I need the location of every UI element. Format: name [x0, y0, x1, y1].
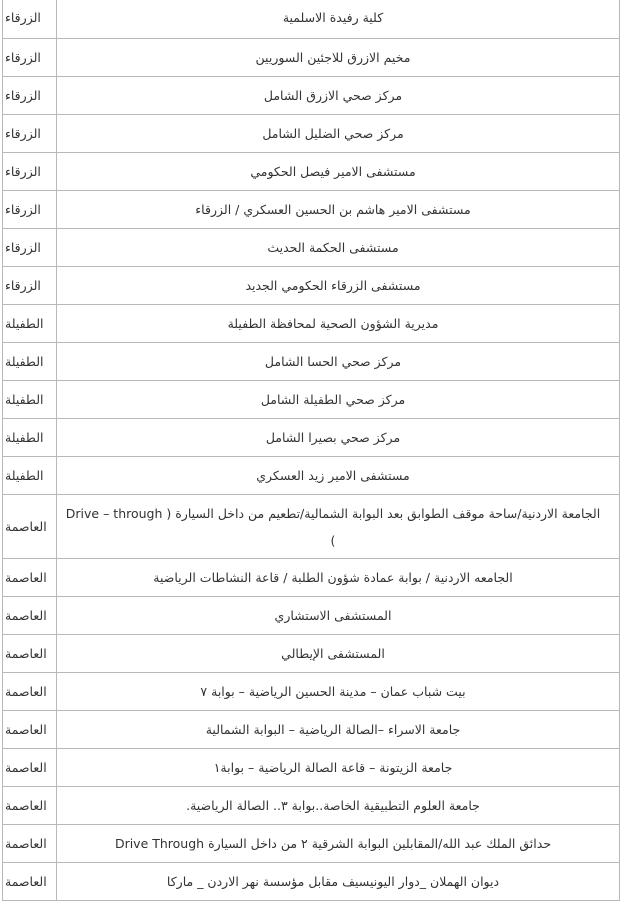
- site-name-cell: بيت شباب عمان – مدينة الحسين الرياضية – بوابة ٧: [57, 673, 620, 711]
- governorate-cell: الطفيلة: [3, 457, 57, 495]
- governorate-cell: الزرقاء: [3, 191, 57, 229]
- governorate-cell: الطفيلة: [3, 343, 57, 381]
- table-row: [3, 863, 620, 901]
- table-row: [3, 673, 620, 711]
- governorate-cell: الزرقاء: [3, 77, 57, 115]
- governorate-cell: الزرقاء: [3, 115, 57, 153]
- governorate-cell: الزرقاء: [3, 0, 57, 39]
- governorate-cell: الزرقاء: [3, 229, 57, 267]
- table-row: [3, 305, 620, 343]
- table-row: [3, 77, 620, 115]
- site-name-cell: المستشفى الإيطالي: [57, 635, 620, 673]
- site-name-cell: حدائق الملك عبد الله/المقابلين البوابة الشرقية ٢ من داخل السيارة Drive Through: [57, 825, 620, 863]
- site-name-cell: مستشفى الزرقاء الحكومي الجديد: [57, 267, 620, 305]
- table-row: [3, 495, 620, 559]
- governorate-cell: العاصمة: [3, 635, 57, 673]
- site-name-cell: مركز صحي الضليل الشامل: [57, 115, 620, 153]
- governorate-cell: العاصمة: [3, 495, 57, 559]
- governorate-cell: الطفيلة: [3, 381, 57, 419]
- table-row: [3, 381, 620, 419]
- table-row: [3, 343, 620, 381]
- governorate-cell: العاصمة: [3, 673, 57, 711]
- site-name-cell: مركز صحي بصيرا الشامل: [57, 419, 620, 457]
- table-row: [3, 787, 620, 825]
- governorate-cell: الطفيلة: [3, 419, 57, 457]
- table-row: [3, 153, 620, 191]
- site-name-cell: المستشفى الاستشاري: [57, 597, 620, 635]
- table-row: [3, 115, 620, 153]
- table-row: [3, 711, 620, 749]
- site-name-cell: مركز صحي الطفيلة الشامل: [57, 381, 620, 419]
- table-row: [3, 229, 620, 267]
- site-name-cell: مستشفى الامير فيصل الحكومي: [57, 153, 620, 191]
- governorate-cell: العاصمة: [3, 711, 57, 749]
- governorate-cell: الزرقاء: [3, 39, 57, 77]
- governorate-cell: العاصمة: [3, 597, 57, 635]
- table-body: [3, 0, 620, 901]
- governorate-cell: العاصمة: [3, 863, 57, 901]
- table-row: [3, 191, 620, 229]
- table-row: [3, 825, 620, 863]
- site-name-cell: مستشفى الامير زيد العسكري: [57, 457, 620, 495]
- governorate-cell: الطفيلة: [3, 305, 57, 343]
- governorate-cell: الزرقاء: [3, 267, 57, 305]
- site-name-cell: مستشفى الحكمة الحديث: [57, 229, 620, 267]
- site-name-cell: الجامعه الاردنية / بوابة عمادة شؤون الطلبة / قاعة النشاطات الرياضية: [57, 559, 620, 597]
- vaccination-sites-table: [2, 0, 620, 901]
- site-name-cell: مركز صحي الازرق الشامل: [57, 77, 620, 115]
- table-row: [3, 457, 620, 495]
- governorate-cell: العاصمة: [3, 787, 57, 825]
- governorate-cell: العاصمة: [3, 559, 57, 597]
- governorate-cell: العاصمة: [3, 749, 57, 787]
- site-name-cell: جامعة الاسراء –الصالة الرياضية – البوابة الشمالية: [57, 711, 620, 749]
- table-row: [3, 419, 620, 457]
- governorate-cell: الزرقاء: [3, 153, 57, 191]
- governorate-cell: العاصمة: [3, 825, 57, 863]
- site-name-cell: مستشفى الامير هاشم بن الحسين العسكري / الزرقاء: [57, 191, 620, 229]
- site-name-cell: جامعة العلوم التطبيقية الخاصة..بوابة ٣.. الصالة الرياضية.: [57, 787, 620, 825]
- table-row: [3, 635, 620, 673]
- table-row: [3, 267, 620, 305]
- site-name-cell: مخيم الازرق للاجئين السوريين: [57, 39, 620, 77]
- site-name-cell: مديرية الشؤون الصحية لمحافظة الطفيلة: [57, 305, 620, 343]
- site-name-cell: الجامعة الاردنية/ساحة موقف الطوابق بعد البوابة الشمالية/تطعيم من داخل السيارة ( Drive – through ): [57, 495, 620, 559]
- site-name-cell: مركز صحي الحسا الشامل: [57, 343, 620, 381]
- table-row: [3, 597, 620, 635]
- table-row: [3, 749, 620, 787]
- site-name-cell: ديوان الهملان _دوار اليونيسيف مقابل مؤسسة نهر الاردن _ ماركا: [57, 863, 620, 901]
- site-name-cell: جامعة الزيتونة – قاعة الصالة الرياضية – بوابة١: [57, 749, 620, 787]
- table-row: [3, 39, 620, 77]
- site-name-cell: كلية رفيدة الاسلمية: [57, 0, 620, 39]
- table-row: [3, 559, 620, 597]
- table-row: [3, 0, 620, 39]
